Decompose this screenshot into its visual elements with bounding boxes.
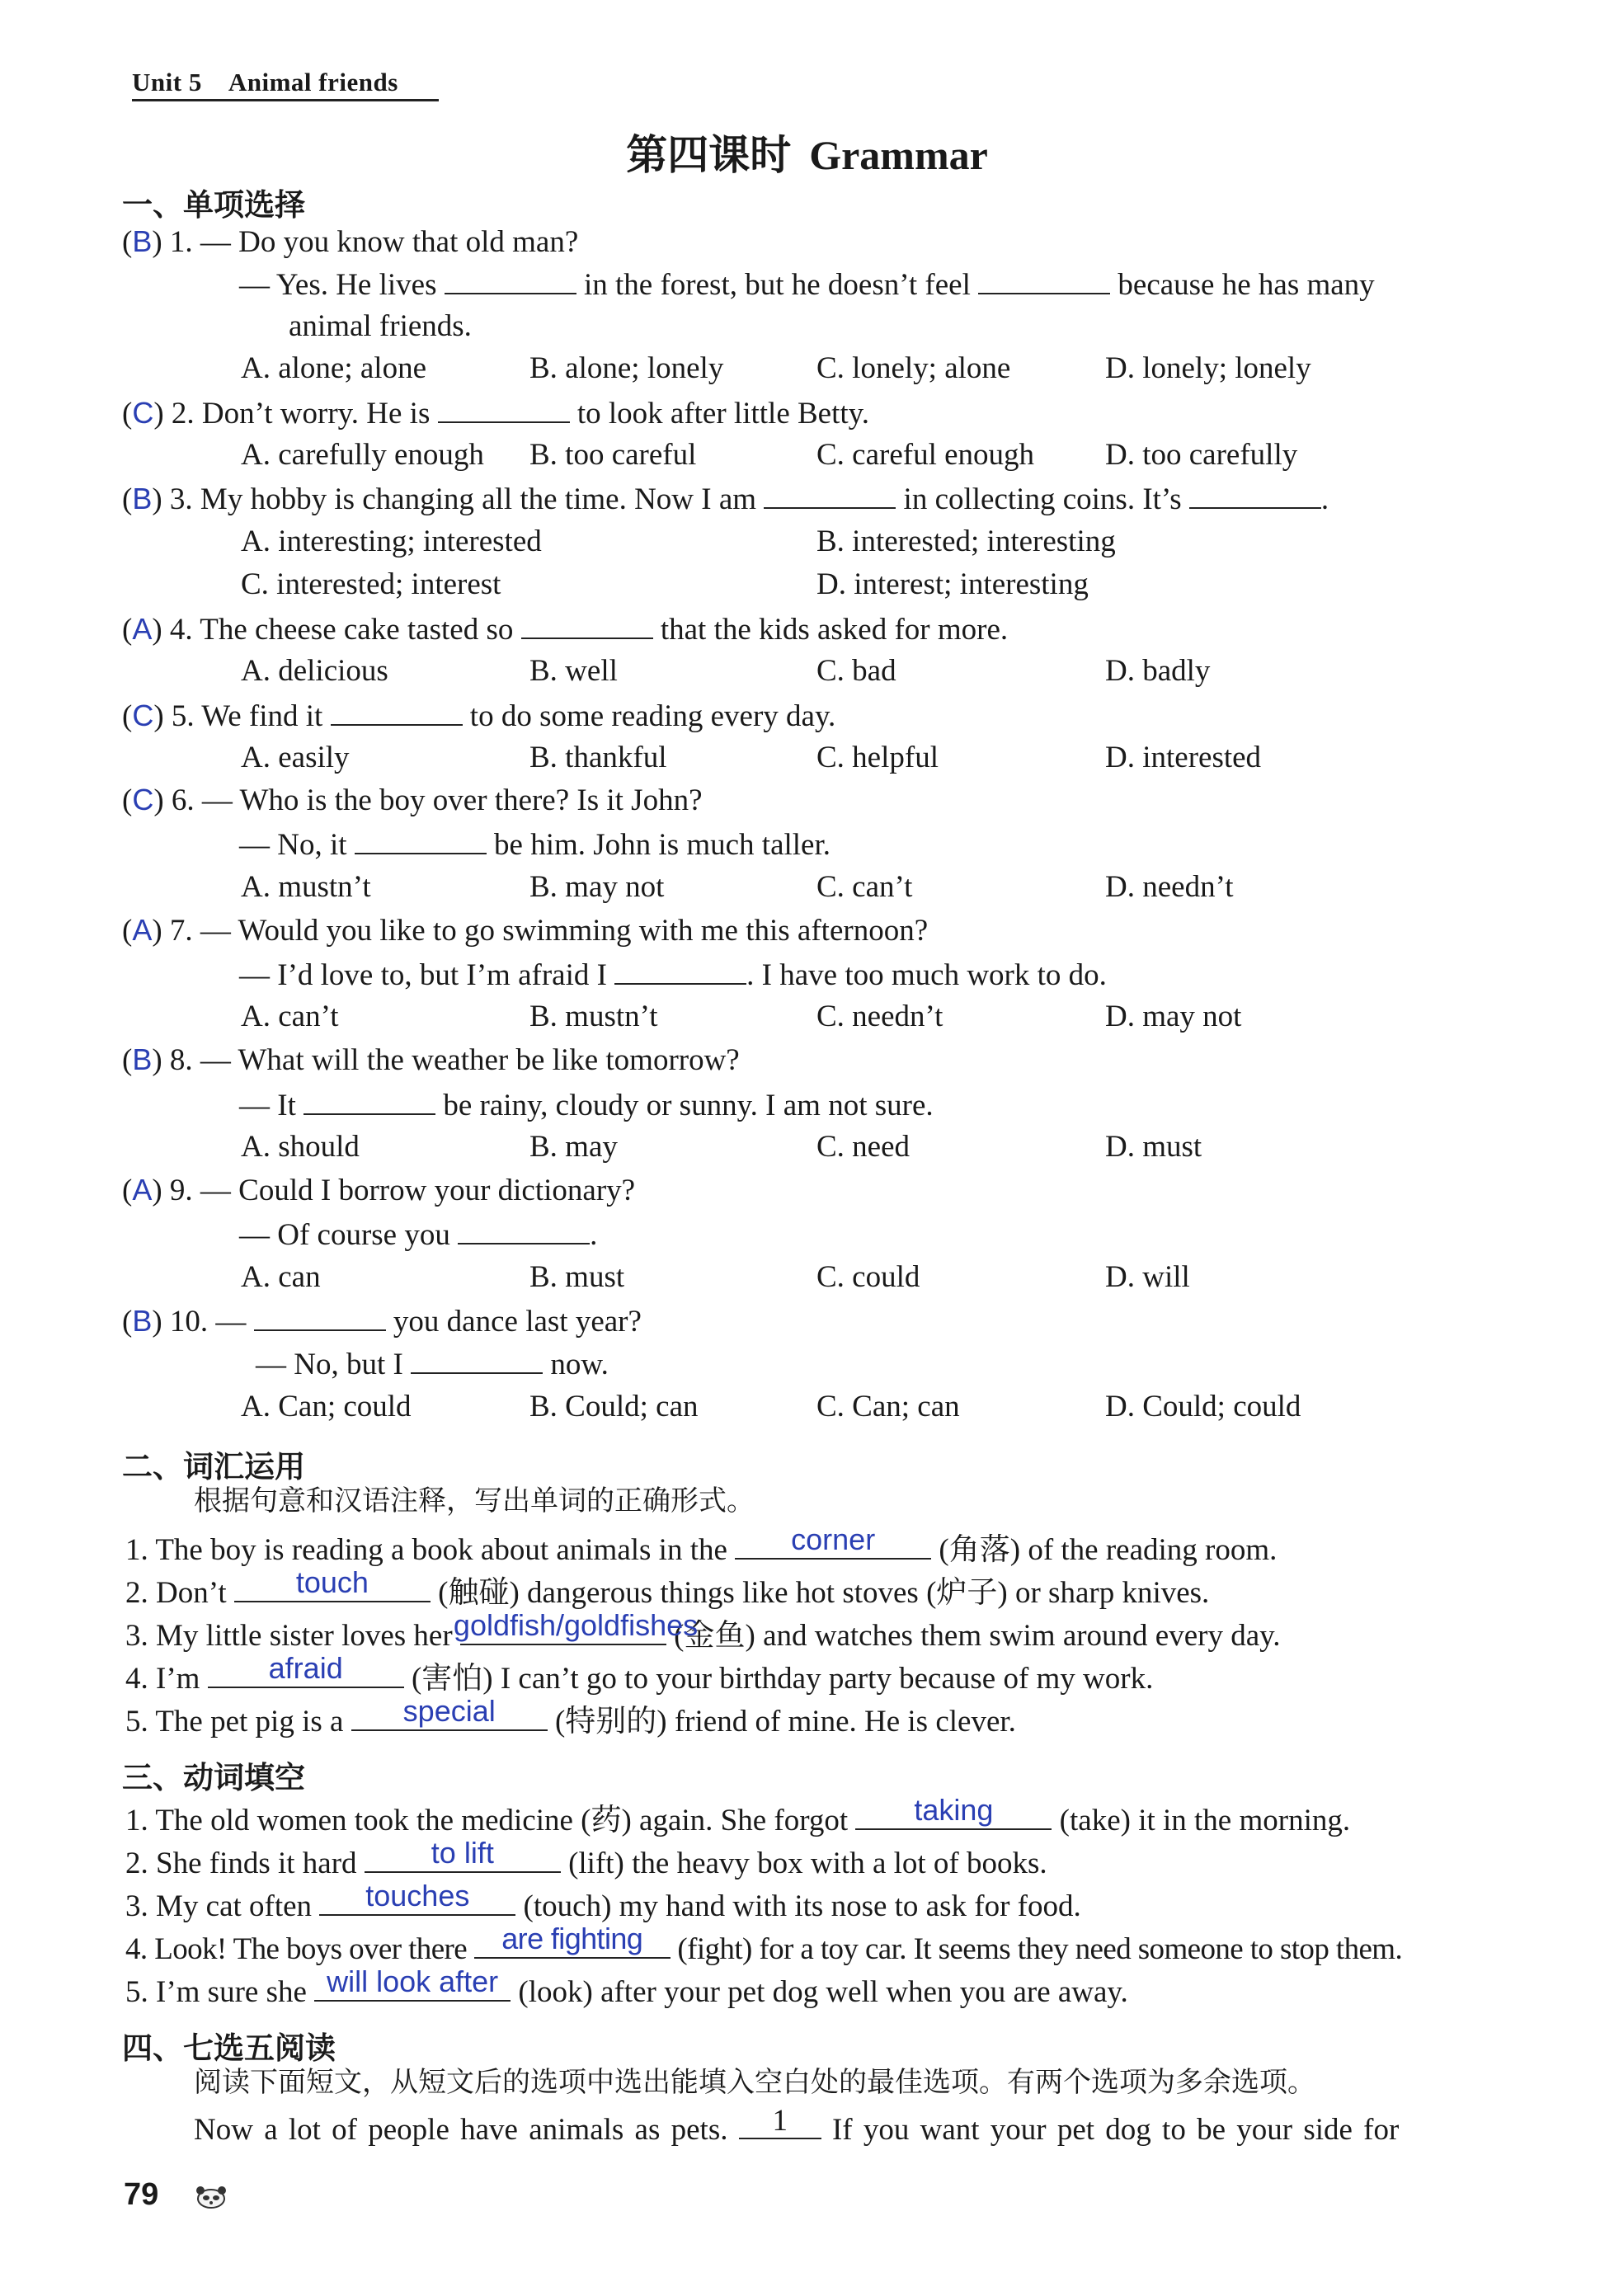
text: . I have too much work to do. [746,958,1107,992]
text: (触碰) dangerous things like hot stoves (炉子) or sharp knives. [438,1576,1210,1610]
blank-number: 1 [772,2104,788,2138]
answer-blank [314,1964,511,2002]
text: My hobby is changing all the time. Now I am [200,482,757,516]
verb-item-4 [125,1922,1403,1966]
vocab-item-4 [125,1651,1154,1696]
text: to do some reading every day. [469,699,836,733]
text: to look after little Betty. [576,397,869,430]
lesson-label: 第四课时 [626,131,792,179]
answer-blank [453,1608,699,1645]
option-a: A. Can; could [241,1390,412,1423]
question-9-line2 [239,1218,597,1250]
text: 1. The boy is reading a book about animals in the [125,1533,727,1567]
question-7-stem: (A) 7. — Would you like to go swimming with me this afternoon? [122,913,929,948]
answer: afraid [268,1651,343,1685]
text: (害怕) I can’t go to your birthday party because of my work. [411,1662,1154,1696]
question-10-line2 [256,1348,609,1380]
answer-blank [474,1922,671,1959]
option-a: A. can [241,1260,321,1294]
section-heading-multiple-choice: 一、单项选择 [122,187,305,223]
text: If you want your pet dog to be your side for [831,2113,1400,2147]
question-1-line2 [239,268,1375,300]
question-1-stem: (B) 1. — Do you know that old man? [122,224,579,259]
text: — Of course you [239,1218,450,1252]
option-c: C. interested; interest [241,567,501,601]
unit-title: Animal friends [228,68,398,96]
text: 4. Look! The boys over there [125,1932,468,1966]
answer-q2: C [132,396,154,430]
text: 2. She finds it hard [125,1847,357,1880]
page-number: 79 [124,2177,159,2212]
text: — No, it [239,828,347,862]
answer: are fighting [501,1922,643,1955]
text: (take) it in the morning. [1059,1804,1351,1837]
option-a: A. mustn’t [241,870,371,904]
text: Don’t worry. He is [201,397,431,430]
option-b: B. mustn’t [529,1000,658,1033]
answer-blank [735,1522,931,1560]
text: . [590,1218,598,1252]
section-heading-verb-fill: 三、动词填空 [122,1760,305,1795]
option-b: B. must [529,1260,625,1294]
vocab-item-1 [125,1522,1278,1567]
option-c: C. bad [816,654,896,688]
text: — Who is the boy over there? Is it John? [201,783,703,817]
text: be rainy, cloudy or sunny. I am not sure. [443,1089,934,1122]
vocab-item-3 [125,1608,1281,1653]
question-8-line2 [239,1089,934,1121]
blank [458,1218,590,1244]
unit-number: Unit 5 [132,68,202,96]
option-d: D. lonely; lonely [1105,351,1311,385]
text: — Could I borrow your dictionary? [200,1174,636,1207]
answer-q7: A [132,913,153,947]
question-6-stem: (C) 6. — Who is the boy over there? Is it John? [122,783,703,817]
text: in the forest, but he doesn’t feel [584,268,971,302]
option-d: D. too carefully [1105,438,1298,472]
option-a: A. carefully enough [241,438,484,472]
text: 5. I’m sure she [125,1975,307,2009]
answer: taking [914,1793,994,1827]
answer-q10: B [132,1304,153,1338]
option-b: B. Could; can [529,1390,699,1423]
text: — What will the weather be like tomorrow? [200,1043,740,1077]
question-number: ) 2. [153,397,195,430]
text: that the kids asked for more. [660,613,1009,647]
text: — No, but I [256,1348,403,1381]
blank [355,828,487,854]
answer-q5: C [132,699,154,732]
option-c: C. careful enough [816,438,1035,472]
blank [331,699,463,726]
panda-icon [191,2184,231,2209]
blank [978,268,1110,294]
text: (look) after your pet dog well when you are away. [518,1975,1128,2009]
section-heading-reading: 四、七选五阅读 [122,2030,336,2066]
option-d: D. badly [1105,654,1211,688]
question-2-stem: (C) 2. Don’t worry. He is to look after little Betty. [122,396,869,430]
question-number: ) 6. [153,783,195,817]
option-d: D. must [1105,1130,1202,1164]
question-9-stem: (A) 9. — Could I borrow your dictionary? [122,1173,636,1207]
option-d: D. will [1105,1260,1190,1294]
lesson-topic: Grammar [809,132,988,178]
option-c: C. can’t [816,870,913,904]
blank [304,1089,435,1115]
option-c: C. need [816,1130,911,1164]
blank [254,1305,386,1331]
page-title [0,122,1614,181]
question-number: ) 8. [152,1043,193,1077]
answer-blank [351,1694,548,1731]
option-c: C. Can; can [816,1390,960,1423]
text: 3. My cat often [125,1889,313,1923]
answer-blank [208,1651,404,1688]
question-number: ) 10. — [152,1305,247,1339]
answer-q3: B [132,482,153,515]
option-c: C. lonely; alone [816,351,1011,385]
blank [411,1348,543,1374]
answer: to lift [431,1836,494,1870]
question-number: ) 9. [152,1174,193,1207]
text: We find it [201,699,323,733]
answer-blank [365,1836,561,1873]
option-b: B. may not [529,870,665,904]
option-b: B. thankful [529,741,667,774]
text: — Would you like to go swimming with me this afternoon? [200,914,929,948]
question-number: ) 3. [152,482,193,516]
answer: will look after [327,1964,499,1998]
option-b: B. alone; lonely [529,351,724,385]
text: (lift) the heavy box with a lot of books. [568,1847,1047,1880]
option-a: A. easily [241,741,350,774]
question-number: ) 4. [152,613,193,647]
text: 5. The pet pig is a [125,1705,344,1738]
option-c: C. helpful [816,741,939,774]
option-a: A. delicious [241,654,388,688]
verb-item-2 [125,1836,1047,1880]
text: . [1320,482,1329,516]
option-a: A. interesting; interested [241,525,542,558]
option-b: B. interested; interesting [816,525,1116,558]
text: (fight) for a toy car. It seems they need someone to stop them. [677,1932,1403,1966]
text: (角落) of the reading room. [939,1533,1278,1567]
option-b: B. may [529,1130,618,1164]
text: — It [239,1089,296,1122]
answer-blank [234,1565,431,1602]
text: Now a lot of people have animals as pets. [194,2113,728,2147]
blank [521,613,653,639]
option-c: C. could [816,1260,920,1294]
text: (金鱼) and watches them swim around every day. [674,1619,1281,1653]
question-number: ) 1. [152,225,193,259]
blank [1189,482,1321,509]
question-1-line3: animal friends. [289,309,472,343]
blank [438,397,570,423]
text: (touch) my hand with its nose to ask for food. [523,1889,1081,1923]
text: — I’d love to, but I’m afraid I [239,958,607,992]
text: (特别的) friend of mine. He is clever. [554,1705,1016,1738]
answer: corner [791,1522,876,1556]
option-d: D. interest; interesting [816,567,1089,601]
option-d: D. may not [1105,1000,1242,1033]
answer-q6: C [132,783,154,816]
option-d: D. needn’t [1105,870,1234,904]
option-a: A. should [241,1130,360,1164]
vocab-item-2 [125,1565,1210,1610]
answer: goldfish/goldfishes [453,1608,699,1642]
question-number: ) 7. [152,914,193,948]
verb-item-5 [125,1964,1128,2009]
question-4-stem: (A) 4. The cheese cake tasted so that the kids asked for more. [122,612,1009,647]
text: because he has many [1118,268,1375,302]
question-3-stem: (B) 3. My hobby is changing all the time. Now I am in collecting coins. It’s . [122,482,1329,516]
answer: touch [295,1565,369,1599]
text: 1. The old women took the medicine (药) again. She forgot [125,1804,849,1837]
option-d: D. interested [1105,741,1262,774]
text: 3. My little sister loves her [125,1619,453,1653]
option-a: A. can’t [241,1000,339,1033]
question-6-line2 [239,828,831,860]
text: — Yes. He lives [239,268,437,302]
option-a: A. alone; alone [241,351,426,385]
vocab-item-5 [125,1694,1016,1738]
blank [764,482,896,509]
question-number: ) 5. [153,699,195,733]
answer-q4: A [132,612,153,646]
text: 4. I’m [125,1662,200,1696]
question-7-line2 [239,958,1107,990]
text: now. [550,1348,609,1381]
reading-instructions: 阅读下面短文，从短文后的选项中选出能填入空白处的最佳选项。有两个选项为多余选项。 [194,2066,1315,2099]
option-c: C. needn’t [816,1000,943,1033]
question-10-stem: (B) 10. — you dance last year? [122,1304,642,1339]
question-5-stem: (C) 5. We find it to do some reading every day. [122,699,836,733]
option-d: D. Could; could [1105,1390,1301,1423]
answer-q8: B [132,1042,153,1076]
unit-header [132,68,439,101]
answer-q9: A [132,1173,153,1207]
answer-blank [855,1793,1052,1830]
answer: touches [365,1879,470,1913]
question-8-stem: (B) 8. — What will the weather be like tomorrow? [122,1042,740,1077]
text: in collecting coins. It’s [903,482,1182,516]
verb-item-1 [125,1793,1351,1837]
answer-blank [319,1879,515,1916]
option-b: B. too careful [529,438,697,472]
text: The cheese cake tasted so [200,613,514,647]
answer-q1: B [132,224,153,258]
reading-blank-1 [739,2104,821,2139]
question-text: — Do you know that old man? [200,225,579,259]
text: be him. John is much taller. [494,828,831,862]
text: you dance last year? [393,1305,642,1339]
answer: special [402,1694,496,1728]
reading-passage-line [194,2104,1400,2147]
blank [445,268,576,294]
verb-item-3 [125,1879,1081,1923]
section-heading-vocabulary: 二、词汇运用 [122,1449,305,1484]
vocab-instructions: 根据句意和汉语注释，写出单词的正确形式。 [194,1484,755,1517]
option-b: B. well [529,654,618,688]
blank [614,958,746,985]
text: 2. Don’t [125,1576,227,1610]
